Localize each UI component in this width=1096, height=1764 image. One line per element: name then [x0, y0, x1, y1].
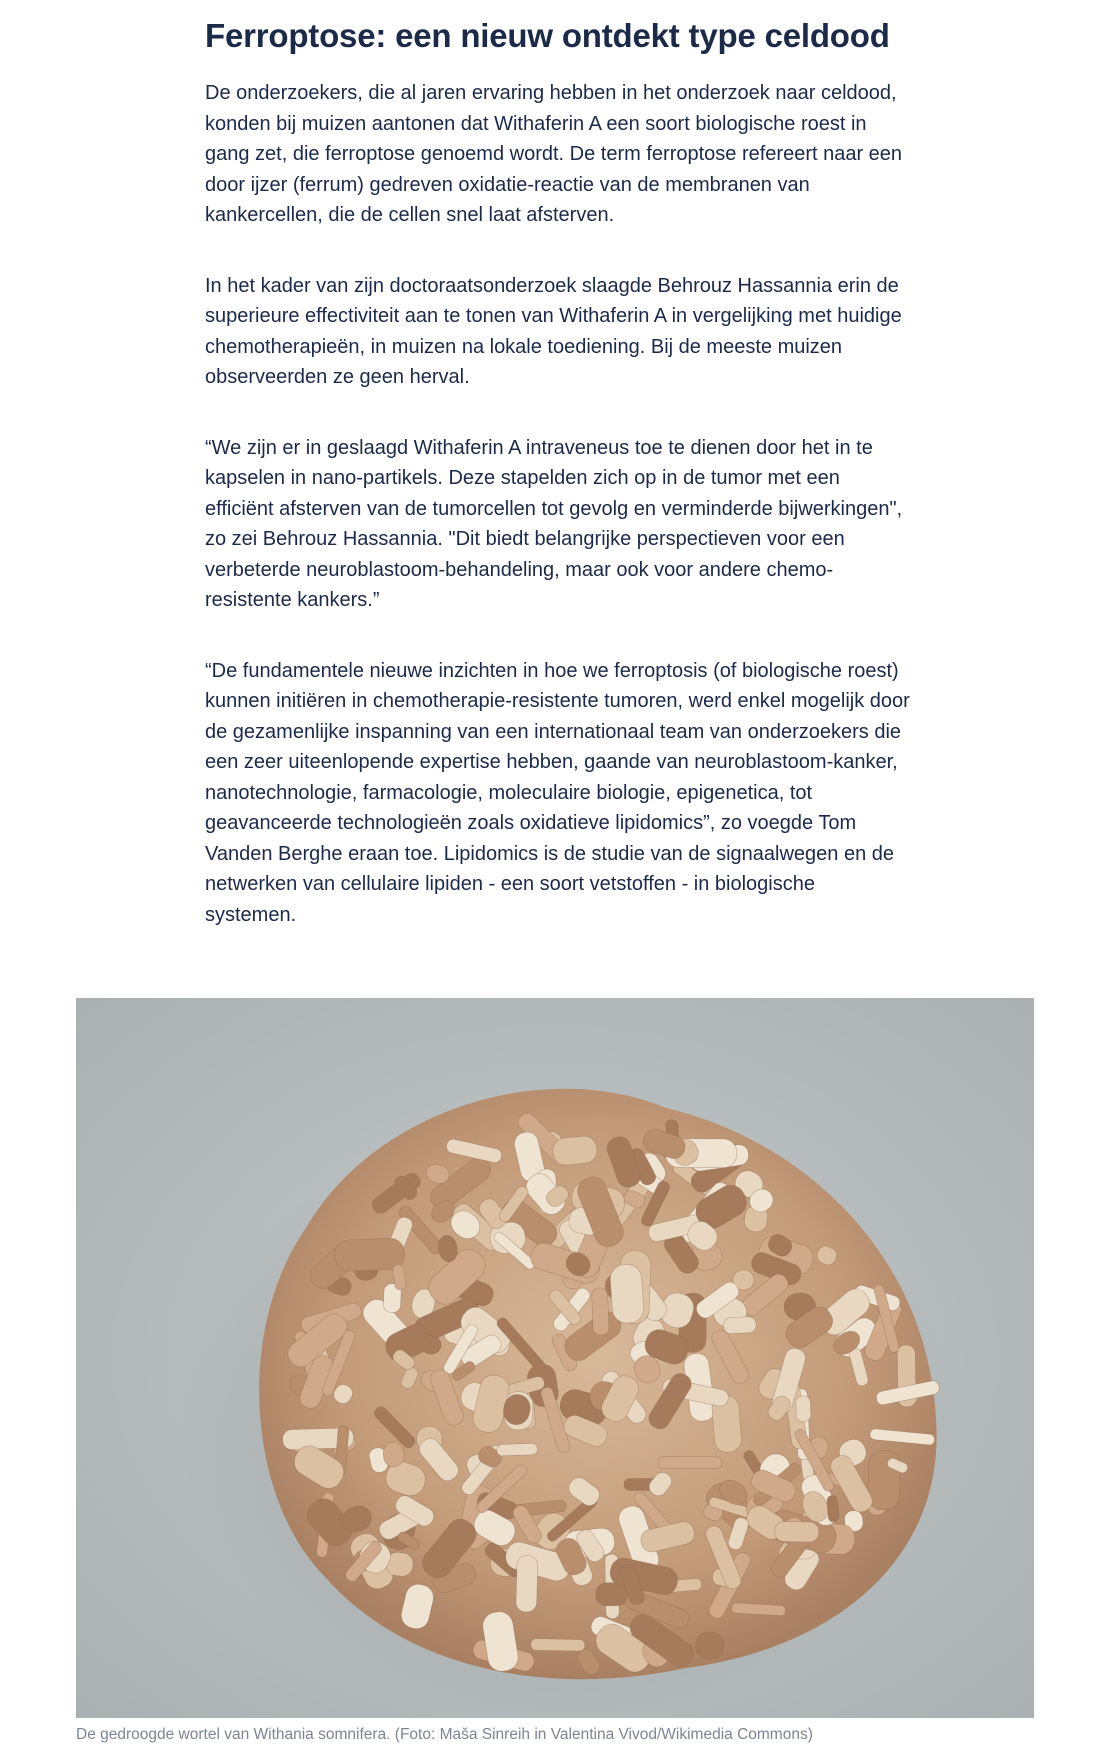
dried-root-photo: [76, 998, 1034, 1718]
figure-caption: De gedroogde wortel van Withania somnifera. (Foto: Maša Sinreih in Valentina Vivod/Wikimedia Commons): [76, 1726, 813, 1743]
article-body: [205, 14, 910, 970]
root-chip: [658, 1457, 722, 1469]
root-chip: [497, 1443, 538, 1456]
root-chip: [827, 1495, 840, 1522]
root-chip: [723, 1316, 756, 1334]
paragraph-2: In het kader van zijn doctoraatsonderzoek slaagde Behrouz Hassannia erin de superieure effectiviteit aan te tonen van Withaferin A in vergelijking met huidige chemotherapieën, in muizen na lokale toediening. Bij de meeste muizen observeerden ze geen herval.: [205, 274, 902, 388]
root-chip: [531, 1639, 585, 1651]
root-chip: [516, 1555, 538, 1612]
section-heading: Ferroptose: een nieuw ontdekt type celdood: [205, 17, 890, 54]
root-chip: [383, 1442, 404, 1467]
paragraph-3: “We zijn er in geslaagd Withaferin A intraveneus toe te dienen door het in te kapselen in nano-partikels. Deze stapelden zich op in de tumor met een efficiënt afsterven van de tumorcellen tot gevolg en verminderde bijwerkingen", zo zei Behrouz Hassannia. "Dit biedt belangrijke perspectieven voor een verbeterde neuroblastoom-behandeling, maar ook voor andere chemo-resistente kankers.”: [205, 436, 903, 611]
article-figure: [76, 998, 1034, 1746]
root-chip: [609, 1264, 644, 1324]
root-chip: [592, 1288, 610, 1336]
root-chip: [552, 1135, 598, 1166]
paragraph-4: “De fundamentele nieuwe inzichten in hoe we ferroptosis (of biologische roest) kunnen initiëren in chemotherapie-resistente tumoren, werd enkel mogelijk door de gezamenlijke inspanning van een internationaal team van onderzoekers die een zeer uiteenlopende expertise hebben, gaande van neuroblastoom-kanker, nanotechnologie, farmacologie, moleculaire biologie, epigenetica, tot geavanceerde technologieën zoals oxidatieve lipidomics”, zo voegde Tom Vanden Berghe eraan toe. Lipidomics is de studie van de signaalwegen en de netwerken van cellulaire lipiden - een soort vetstoffen - in biologische systemen.: [205, 659, 910, 926]
root-chip: [695, 1631, 725, 1660]
root-chip: [775, 1521, 819, 1542]
root-chip: [796, 1396, 811, 1422]
paragraph-1: De onderzoekers, die al jaren ervaring hebben in het onderzoek naar celdood, konden bij muizen aantonen dat Withaferin A een soort biologische roest in gang zet, die ferroptose genoemd wordt. De term ferroptose refereert naar een door ijzer (ferrum) gedreven oxidatie-reactie van de membranen van kankercellen, die de cellen snel laat afsterven.: [205, 82, 903, 226]
